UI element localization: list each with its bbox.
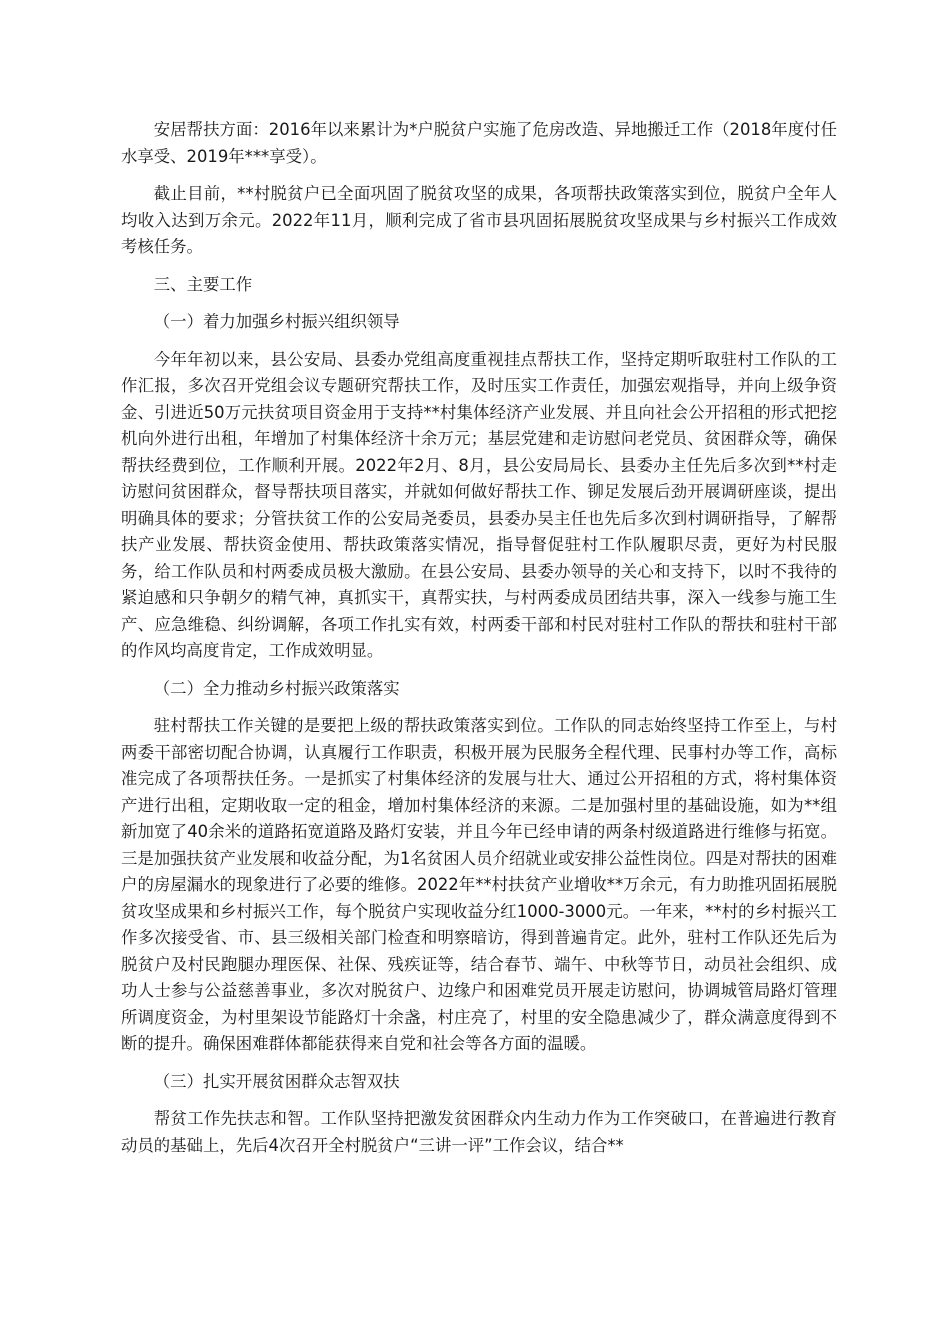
subsection-heading-organization: （一）着力加强乡村振兴组织领导: [153, 312, 400, 331]
subsection-heading-aspiration: （三）扎实开展贫困群众志智双扶: [153, 1071, 400, 1091]
section-heading-main-work: 三、主要工作: [153, 274, 253, 294]
paragraph-organization-body: 今年年初以来，县公安局、县委办党组高度重视挂点帮扶工作，坚持定期听取驻村工作队的工作汇报，多次召开党组会议专题研究帮扶工作，及时压实工作责任，加强宏观指导，并向上级争资金、引进近50万元扶贫项目资金用于支持**村集体经济产业发展、并且向社会公开招租的形式把挖机向外进行出租，年增加了村集体经济十余万元；基层党建和走访慰问老党员、贫困群众等，确保帮扶经费到位，工作顺利开展。2022年2月、8月，县公安局局长、县委办主任先后多次到**村走访慰问贫困群众，督导帮扶项目落实，并就如何做好帮扶工作、铆足发展后劲开展调研座谈，提出明确具体的要求；分管扶贫工作的公安局尧委员，县委办吴主任也先后多次到村调研指导，了解帮扶产业发展、帮扶资金使用、帮扶政策落实情况，指导督促驻村工作队履职尽责，更好为村民服务，给工作队员和村两委成员极大激励。在县公安局、县委办领导的关心和支持下，以时不我待的紧迫感和只争朝夕的精气神，真抓实干，真帮实扶，与村两委成员团结共事，深入一线参与施工生产、应急维稳、纠纷调解，各项工作扎实有效，村两委干部和村民对驻村工作队的帮扶和驻村干部的作风均高度肯定，工作成效明显。: [121, 349, 837, 660]
paragraph-policy-body: 驻村帮扶工作关键的是要把上级的帮扶政策落实到位。工作队的同志始终坚持工作至上，与村两委干部密切配合协调，认真履行工作职责，积极开展为民服务全程代理、民事村办等工作，高标准完成了各项帮扶任务。一是抓实了村集体经济的发展与壮大、通过公开招租的方式，将村集体资产进行出租，定期收取一定的租金，增加村集体经济的来源。二是加强村里的基础设施，如为**组新加宽了40余米的道路拓宽道路及路灯安装，并且今年已经申请的两条村级道路进行维修与拓宽。三是加强扶贫产业发展和收益分配，为1名贫困人员介绍就业或安排公益性岗位。四是对帮扶的困难户的房屋漏水的现象进行了必要的维修。2022年**村扶贫产业增收**万余元，有力助推巩固拓展脱贫攻坚成果和乡村振兴工作，每个脱贫户实现收益分红1000-3000元。一年来，**村的乡村振兴工作多次接受省、市、县三级相关部门检查和明察暗访，得到普遍肯定。此外，驻村工作队还先后为脱贫户及村民跑腿办理医保、社保、残疾证等，结合春节、端午、中秋等节日，动员社会组织、成功人士参与公益慈善事业，多次对脱贫户、边缘户和困难党员开展走访慰问，协调城管局路灯管理所调度资金，为村里架设节能路灯十余盏，村庄亮了，村里的安全隐患减少了，群众满意度得到不断的提升。确保困难群体都能获得来自党和社会等各方面的温暖。: [121, 716, 837, 1053]
subsection-heading-policy: （二）全力推动乡村振兴政策落实: [153, 678, 400, 698]
paragraph-aspiration-body: 帮贫工作先扶志和智。工作队坚持把激发贫困群众内生动力作为工作突破口，在普遍进行教育动员的基础上，先后4次召开全村脱贫户“三讲一评”工作会议，结合**: [121, 1109, 837, 1155]
paragraph-current-status: 截止目前，**村脱贫户已全面巩固了脱贫攻坚的成果，各项帮扶政策落实到位，脱贫户全年人均收入达到万余元。2022年11月，顺利完成了省市县巩固拓展脱贫攻坚成果与乡村振兴工作成效考核任务。: [121, 184, 837, 256]
paragraph-housing-assistance: 安居帮扶方面：2016年以来累计为*户脱贫户实施了危房改造、异地搬迁工作（2018年度付任水享受、2019年***享受）。: [121, 120, 837, 166]
document-page: [121, 117, 837, 1170]
